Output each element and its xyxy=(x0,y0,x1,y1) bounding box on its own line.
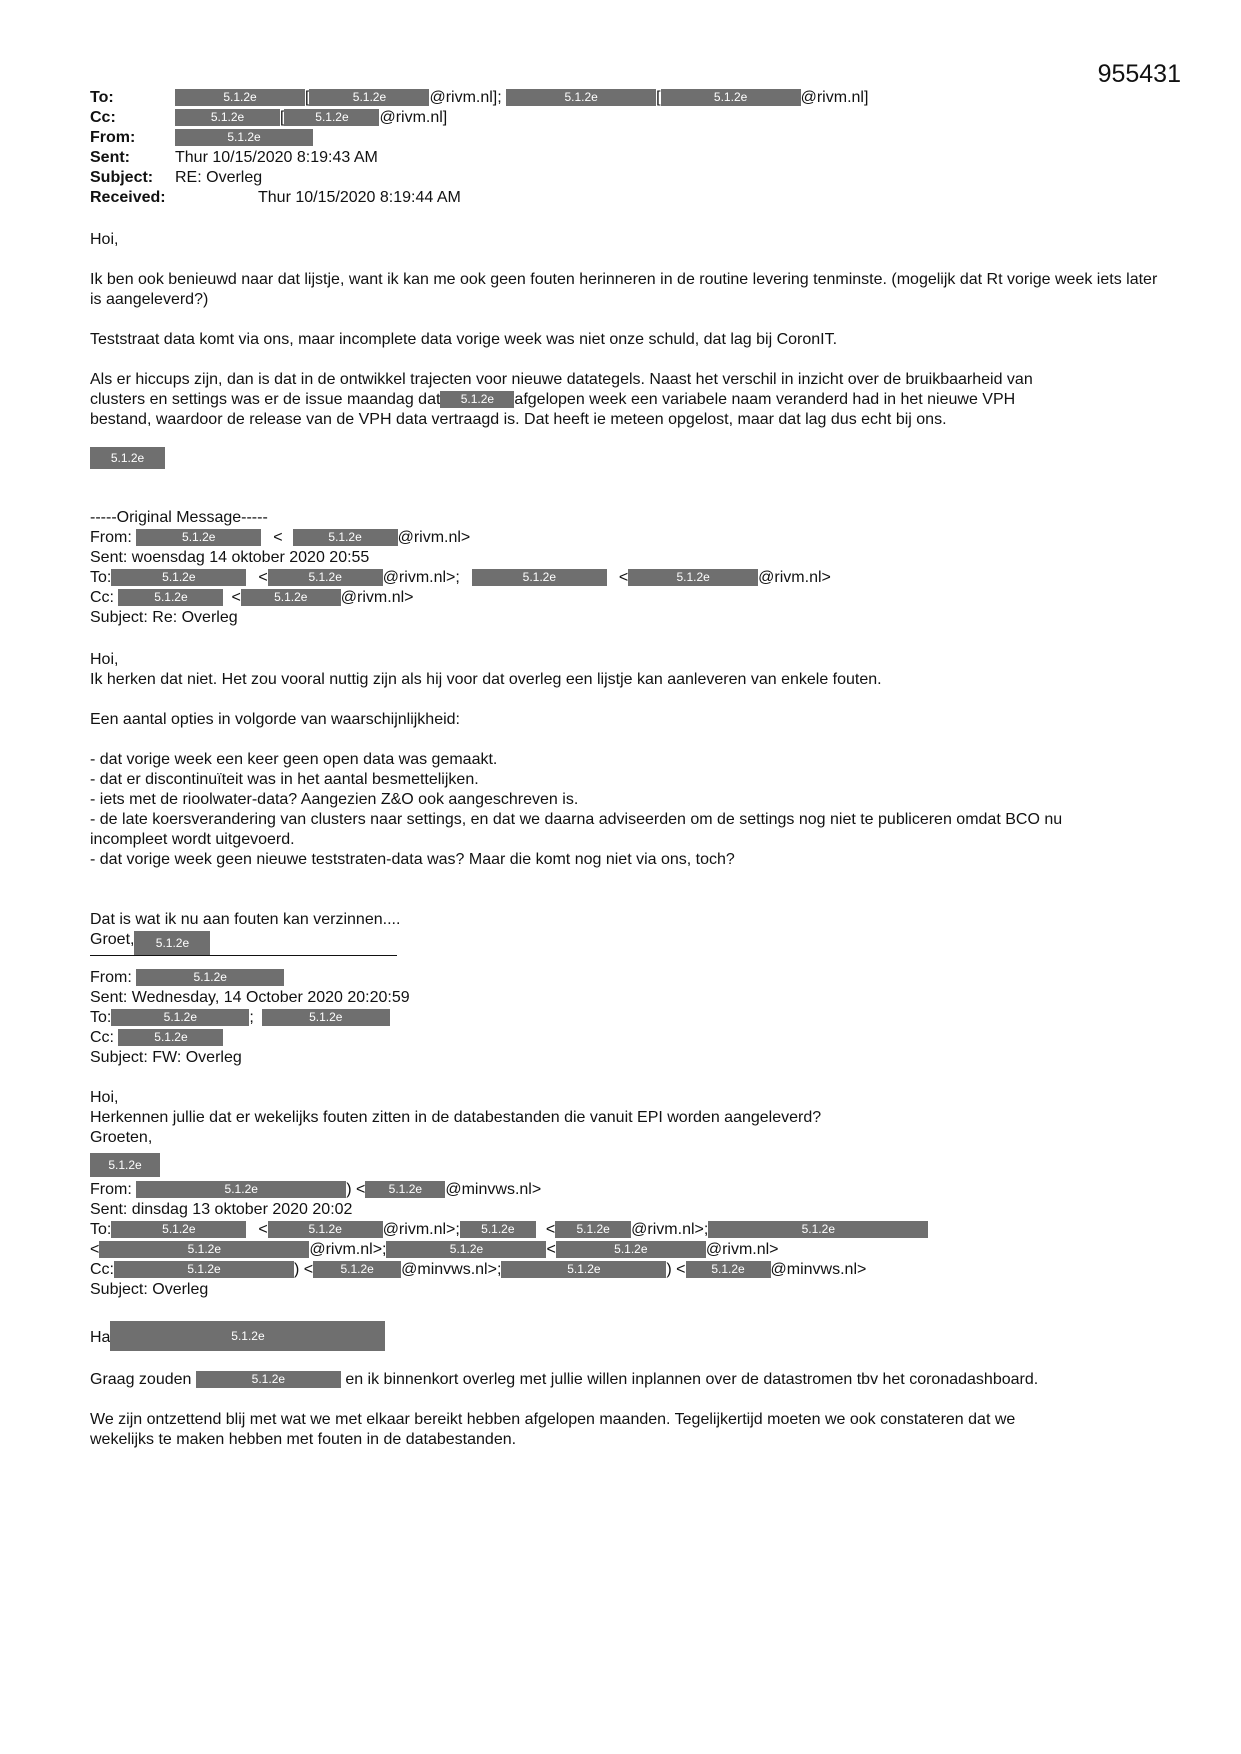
text: clusters en settings was er de issue maandag dat xyxy=(90,391,441,408)
received-row xyxy=(90,188,868,208)
msg3-body xyxy=(90,1088,1170,1176)
lt: < xyxy=(258,1221,268,1238)
email-domain: @rivm.nl> xyxy=(340,589,414,606)
redaction: 5.1.2e xyxy=(472,569,607,586)
lt: < xyxy=(258,569,268,586)
list-item: - dat vorige week een keer geen open data was gemaakt. xyxy=(90,751,498,768)
text: ) < xyxy=(666,1261,686,1278)
redaction: 5.1.2e xyxy=(111,1221,246,1238)
redaction: 5.1.2e xyxy=(309,89,429,106)
redaction: 5.1.2e xyxy=(460,1221,536,1238)
redaction: 5.1.2e xyxy=(111,569,246,586)
list-item: - iets met de rioolwater-data? Aangezien Z&O ook aangeschreven is. xyxy=(90,791,579,808)
redaction: 5.1.2e xyxy=(313,1261,401,1278)
msg4-paragraph-2 xyxy=(90,1410,1170,1450)
received-value: Thur 10/15/2020 8:19:44 AM xyxy=(258,189,461,206)
cc-row xyxy=(90,108,868,128)
msg2-subject: Subject: Re: Overleg xyxy=(90,609,238,626)
greeting: Hoi, xyxy=(90,651,119,668)
lt: < xyxy=(273,529,283,546)
msg2-header xyxy=(90,508,1170,628)
signature-rule xyxy=(90,955,397,956)
received-label: Received: xyxy=(90,189,166,206)
redaction: 5.1.2e xyxy=(365,1181,445,1198)
bracket: [ xyxy=(656,89,661,106)
redaction: 5.1.2e xyxy=(196,1371,341,1388)
msg2-sent: Sent: woensdag 14 oktober 2020 20:55 xyxy=(90,549,370,566)
lt: < xyxy=(546,1241,556,1258)
redaction: 5.1.2e xyxy=(661,89,801,106)
msg2-options-intro: Een aantal opties in volgorde van waarschijnlijkheid: xyxy=(90,711,460,728)
email-domain: @minvws.nl> xyxy=(770,1261,867,1278)
redaction: 5.1.2e xyxy=(114,1261,294,1278)
msg3-to xyxy=(90,1008,1170,1028)
msg3-sent: Sent: Wednesday, 14 October 2020 20:20:59 xyxy=(90,989,410,1006)
from-label: From: xyxy=(90,529,132,546)
redaction: 5.1.2e xyxy=(175,89,305,106)
to-row xyxy=(90,88,868,108)
list-item: incompleet wordt uitgevoerd. xyxy=(90,831,295,848)
redaction: 5.1.2e xyxy=(118,1029,223,1046)
msg1-paragraph-3 xyxy=(90,370,1170,430)
email-domain: @rivm.nl> xyxy=(758,569,831,586)
email-domain: @rivm.nl] xyxy=(379,109,448,126)
paragraph-line: bestand, waardoor de release van de VPH data vertraagd is. Dat heeft ie meteen opgelost, maar dat lag dus echt bij ons. xyxy=(90,411,947,428)
msg2-cc xyxy=(90,588,1170,608)
redaction: 5.1.2e xyxy=(136,1181,346,1198)
redaction: 5.1.2e xyxy=(175,129,313,146)
msg4-paragraph-1 xyxy=(90,1370,1170,1390)
msg4-salutation xyxy=(90,1320,1170,1350)
list-item: - dat vorige week geen nieuwe teststraten-data was? Maar die komt nog niet via ons, toch? xyxy=(90,851,735,868)
redaction: 5.1.2e xyxy=(90,447,165,469)
paragraph-line: Herkennen jullie dat er wekelijks fouten zitten in de databestanden die vanuit EPI worden aangeleverd? xyxy=(90,1109,822,1126)
msg1-signature xyxy=(90,446,1170,469)
redaction: 5.1.2e xyxy=(134,931,210,955)
to-label: To: xyxy=(90,89,114,106)
msg2-options-list xyxy=(90,750,1170,870)
redaction: 5.1.2e xyxy=(136,529,261,546)
msg4-subject: Subject: Overleg xyxy=(90,1281,209,1298)
sent-value: Thur 10/15/2020 8:19:43 AM xyxy=(175,149,378,166)
redaction: 5.1.2e xyxy=(175,109,280,126)
to-label: To: xyxy=(90,1009,112,1026)
msg2-from xyxy=(90,528,1170,548)
subject-row xyxy=(90,168,868,188)
lt: < xyxy=(545,1221,556,1238)
cc-label: Cc: xyxy=(90,109,116,126)
redaction: 5.1.2e xyxy=(440,391,514,408)
original-message-marker: -----Original Message----- xyxy=(90,509,268,526)
redaction: 5.1.2e xyxy=(386,1241,546,1258)
email-domain: @rivm.nl>; xyxy=(382,569,460,586)
msg3-subject: Subject: FW: Overleg xyxy=(90,1049,242,1066)
bracket: [ xyxy=(280,109,285,126)
email-domain: @rivm.nl> xyxy=(705,1241,779,1258)
lt: < xyxy=(90,1241,100,1258)
ha: Ha xyxy=(90,1329,111,1346)
msg2-to xyxy=(90,568,1170,588)
email-domain: @minvws.nl>; xyxy=(401,1261,502,1278)
to-label: To: xyxy=(90,1221,112,1238)
redaction: 5.1.2e xyxy=(241,589,341,606)
email-domain: @rivm.nl] xyxy=(800,89,869,106)
redaction: 5.1.2e xyxy=(686,1261,771,1278)
sent-row xyxy=(90,148,868,168)
paragraph-line xyxy=(90,390,1170,410)
bracket: [ xyxy=(305,89,310,106)
lt: < xyxy=(618,569,629,586)
redaction: 5.1.2e xyxy=(556,1241,706,1258)
email-domain: @rivm.nl>; xyxy=(382,1221,460,1238)
redaction: 5.1.2e xyxy=(99,1241,309,1258)
msg4-sent: Sent: dinsdag 13 oktober 2020 20:02 xyxy=(90,1201,353,1218)
msg2-body xyxy=(90,650,1170,690)
paragraph-line: Als er hiccups zijn, dan is dat in de ontwikkel trajecten voor nieuwe datategels. Naast het verschil in inzicht over de bruikbaarheid van xyxy=(90,371,1033,388)
msg4-to-cont xyxy=(90,1240,1170,1260)
redaction: 5.1.2e xyxy=(90,1153,160,1177)
redaction: 5.1.2e xyxy=(262,1009,390,1026)
msg3-from xyxy=(90,968,1170,988)
redaction: 5.1.2e xyxy=(111,1009,249,1026)
from-row xyxy=(90,128,868,148)
text: Graag zouden xyxy=(90,1371,192,1388)
groet-line xyxy=(90,930,1170,954)
sent-label: Sent: xyxy=(90,149,130,166)
redaction: 5.1.2e xyxy=(708,1221,928,1238)
groeten: Groeten, xyxy=(90,1129,153,1146)
email-domain: @rivm.nl> xyxy=(397,529,471,546)
greeting: Hoi, xyxy=(90,1089,119,1106)
redaction: 5.1.2e xyxy=(501,1261,666,1278)
text: ) < xyxy=(294,1261,314,1278)
redaction: 5.1.2e xyxy=(136,969,284,986)
to-label: To: xyxy=(90,569,112,586)
groet: Groet, xyxy=(90,931,135,948)
redaction: 5.1.2e xyxy=(293,529,398,546)
list-item: - dat er discontinuïteit was in het aantal besmettelijken. xyxy=(90,771,479,788)
redaction: 5.1.2e xyxy=(110,1321,385,1351)
msg3-header xyxy=(90,968,1170,1068)
cc-label: Cc: xyxy=(90,1261,114,1278)
list-item: - de late koersverandering van clusters naar settings, en dat we daarna adviseerden om de settings nog niet te publiceren omdat BCO nu xyxy=(90,811,1063,828)
signature xyxy=(90,1152,1170,1176)
redaction: 5.1.2e xyxy=(506,89,656,106)
redaction: 5.1.2e xyxy=(268,1221,383,1238)
email-domain: @rivm.nl>; xyxy=(309,1241,387,1258)
closing-line: Dat is wat ik nu aan fouten kan verzinnen.... xyxy=(90,911,401,928)
text: ) < xyxy=(346,1181,366,1198)
paragraph-line: Ik herken dat niet. Het zou vooral nuttig zijn als hij voor dat overleg een lijstje kan aanleveren van enkele fouten. xyxy=(90,671,882,688)
separator: ; xyxy=(249,1009,254,1026)
text: afgelopen week een variabele naam veranderd had in het nieuwe VPH xyxy=(514,391,1016,408)
msg4-header xyxy=(90,1180,1170,1300)
document-id: 955431 xyxy=(1097,60,1181,88)
redaction: 5.1.2e xyxy=(628,569,758,586)
msg3-cc xyxy=(90,1028,1170,1048)
subject-label: Subject: xyxy=(90,169,154,186)
from-label: From: xyxy=(90,1181,132,1198)
email-header xyxy=(90,88,868,208)
subject-value: RE: Overleg xyxy=(175,169,263,186)
redaction: 5.1.2e xyxy=(284,109,379,126)
redaction: 5.1.2e xyxy=(268,569,383,586)
cc-label: Cc: xyxy=(90,589,114,606)
msg1-paragraph-1: Ik ben ook benieuwd naar dat lijstje, want ik kan me ook geen fouten herinneren in de routine levering tenminste. (mogelijk dat Rt vorige week iets later is aangeleverd?) xyxy=(90,271,1158,308)
email-domain: @minvws.nl> xyxy=(445,1181,542,1198)
paragraph-line: wekelijks te maken hebben met fouten in de databestanden. xyxy=(90,1431,517,1448)
msg4-to xyxy=(90,1220,1170,1240)
msg4-from xyxy=(90,1180,1170,1200)
from-label: From: xyxy=(90,129,136,146)
msg2-closing xyxy=(90,910,1170,954)
from-label: From: xyxy=(90,969,132,986)
msg1-paragraph-2: Teststraat data komt via ons, maar incomplete data vorige week was niet onze schuld, dat lag bij CoronIT. xyxy=(90,331,838,348)
redaction: 5.1.2e xyxy=(555,1221,631,1238)
redaction: 5.1.2e xyxy=(118,589,223,606)
msg1-greeting: Hoi, xyxy=(90,231,119,248)
paragraph-line: We zijn ontzettend blij met wat we met elkaar bereikt hebben afgelopen maanden. Tegelijkertijd moeten we ook constateren dat we xyxy=(90,1411,1016,1428)
text: en ik binnenkort overleg met jullie willen inplannen over de datastromen tbv het coronadashboard. xyxy=(345,1371,1039,1388)
msg4-cc xyxy=(90,1260,1170,1280)
lt: < xyxy=(231,589,241,606)
cc-label: Cc: xyxy=(90,1029,114,1046)
email-domain: @rivm.nl>; xyxy=(631,1221,709,1238)
email-domain: @rivm.nl]; xyxy=(429,89,502,106)
